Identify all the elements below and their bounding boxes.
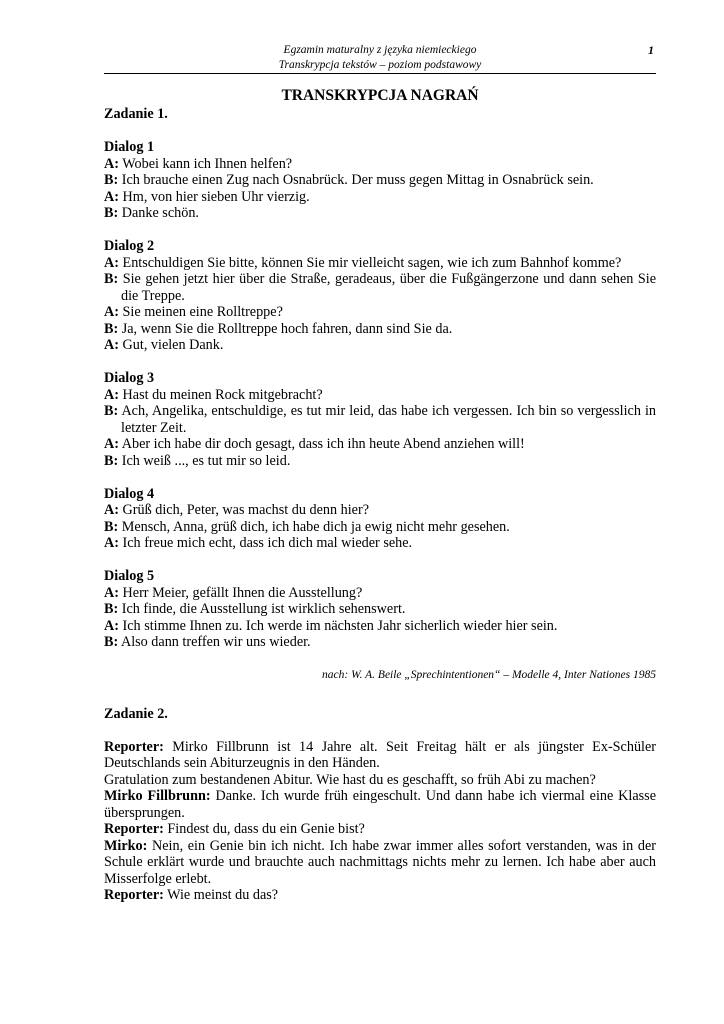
header-exam-title: Egzamin maturalny z języka niemieckiego [283, 44, 477, 56]
dialog-text: Hast du meinen Rock mitgebracht? [122, 386, 323, 403]
dialog-line [104, 453, 656, 470]
speaker-label: A: [104, 337, 119, 353]
speaker-label: A: [104, 502, 119, 518]
interview-text: Findest du, dass du ein Genie bist? [167, 821, 365, 837]
dialog-title: Dialog 2 [104, 238, 155, 254]
dialog-line [104, 519, 656, 536]
page-number: 1 [648, 43, 654, 57]
dialog-title: Dialog 4 [104, 485, 155, 502]
dialog-text: Wobei kann ich Ihnen helfen? [122, 155, 293, 172]
speaker-label: Reporter: [104, 887, 164, 903]
speaker-label: Reporter: [104, 738, 164, 755]
interview-paragraph [104, 821, 656, 838]
speaker-label: A: [104, 436, 119, 452]
dialog-line [104, 535, 656, 552]
dialog-line [104, 436, 656, 453]
dialog-text: Aber ich habe dir doch gesagt, dass ich ihn heute Abend anziehen will! [121, 436, 525, 452]
speaker-label: B: [104, 634, 119, 650]
interview-paragraph [104, 788, 656, 821]
dialog-text: Ach, Angelika, entschuldige, es tut mir leid, das habe ich vergessen. Ich bin so vergesslich in letzter Zeit. [121, 403, 657, 436]
interview-text: Danke. Ich wurde früh eingeschult. Und dann habe ich viermal eine Klasse übersprungen. [104, 788, 656, 821]
interview-paragraph [104, 887, 656, 904]
speaker-label: A: [104, 535, 119, 551]
speaker-label: B: [104, 271, 119, 287]
dialog-title: Dialog 5 [104, 568, 155, 584]
dialog-text: Ich freue mich echt, dass ich dich mal wieder sehe. [122, 535, 413, 551]
interview-paragraph [104, 838, 656, 888]
dialog-text: Grüß dich, Peter, was machst du denn hier? [122, 502, 369, 518]
dialog-line [104, 337, 656, 354]
dialog-text: Entschuldigen Sie bitte, können Sie mir vielleicht sagen, wie ich zum Bahnhof komme? [122, 254, 622, 271]
dialog-text: Mensch, Anna, grüß dich, ich habe dich ja ewig nicht mehr gesehen. [121, 518, 510, 535]
page-header [104, 43, 656, 74]
speaker-label: B: [104, 320, 119, 337]
interview-text: Gratulation zum bestandenen Abitur. Wie hast du es geschafft, so früh Abi zu machen? [104, 771, 596, 788]
dialog-text: Herr Meier, gefällt Ihnen die Ausstellung? [122, 584, 363, 601]
dialog-text: Sie meinen eine Rolltreppe? [122, 304, 283, 320]
source-citation: nach: W. A. Beile „Sprechintentionen“ – Modelle 4, Inter Nationes 1985 [322, 669, 656, 681]
speaker-label: B: [104, 452, 119, 469]
dialog-text: Ich finde, die Ausstellung ist wirklich sehenswert. [121, 601, 406, 617]
dialog-text: Ich brauche einen Zug nach Osnabrück. Der muss gegen Mittag in Osnabrück sein. [121, 172, 594, 188]
speaker-label: A: [104, 188, 119, 205]
dialog-text: Hm, von hier sieben Uhr vierzig. [122, 188, 310, 205]
dialog-text: Gut, vielen Dank. [122, 337, 224, 353]
dialog-line [104, 271, 656, 304]
speaker-label: B: [104, 601, 119, 617]
dialog-text: Danke schön. [121, 205, 199, 221]
interview-container [104, 739, 656, 904]
speaker-label: Mirko: [104, 837, 148, 854]
document-title: TRANSKRYPCJA NAGRAŃ [281, 87, 479, 104]
speaker-label: A: [104, 386, 119, 403]
dialog-line [104, 205, 656, 222]
dialog-line [104, 585, 656, 602]
dialog-line [104, 304, 656, 321]
dialog-line [104, 403, 656, 436]
dialog-line [104, 618, 656, 635]
dialog-title: Dialog 1 [104, 139, 155, 155]
interview-text: Wie meinst du das? [167, 887, 279, 903]
dialog-block [104, 139, 656, 222]
dialog-line [104, 189, 656, 206]
dialog-block [104, 568, 656, 651]
speaker-label: B: [104, 403, 119, 419]
dialog-text: Ich stimme Ihnen zu. Ich werde im nächsten Jahr sicherlich wieder hier sein. [122, 617, 558, 634]
dialog-title: Dialog 3 [104, 370, 155, 386]
dialog-line [104, 387, 656, 404]
dialogs-container [104, 139, 656, 651]
task2-title: Zadanie 2. [104, 705, 168, 722]
interview-text: Mirko Fillbrunn ist 14 Jahre alt. Seit Freitag hält er als jüngster Ex-Schüler Deutschlands sein Abiturzeugnis in den Händen. [104, 738, 657, 771]
dialog-text: Ich weiß ..., es tut mir so leid. [121, 452, 291, 469]
dialog-line [104, 634, 656, 651]
speaker-label: A: [104, 254, 119, 271]
dialog-text: Sie gehen jetzt hier über die Straße, geradeaus, über die Fußgängerzone und dann sehen Sie die Treppe. [121, 271, 656, 304]
dialog-block [104, 486, 656, 552]
speaker-label: A: [104, 304, 119, 320]
dialog-line [104, 601, 656, 618]
speaker-label: A: [104, 155, 119, 172]
dialog-line [104, 502, 656, 519]
speaker-label: Mirko Fillbrunn: [104, 788, 211, 804]
dialog-line [104, 172, 656, 189]
task1-title: Zadanie 1. [104, 106, 168, 122]
speaker-label: B: [104, 172, 119, 188]
interview-paragraph [104, 739, 656, 772]
interview-paragraph [104, 772, 656, 789]
document-body [104, 86, 656, 904]
dialog-block [104, 238, 656, 354]
dialog-line [104, 321, 656, 338]
speaker-label: Reporter: [104, 821, 164, 837]
header-subtitle: Transkrypcja tekstów – poziom podstawowy [278, 59, 482, 71]
speaker-label: A: [104, 617, 119, 634]
speaker-label: A: [104, 584, 119, 601]
dialog-text: Also dann treffen wir uns wieder. [120, 634, 311, 650]
dialog-block [104, 370, 656, 469]
dialog-line [104, 255, 656, 272]
dialog-text: Ja, wenn Sie die Rolltreppe hoch fahren, dann sind Sie da. [121, 320, 453, 337]
dialog-line [104, 156, 656, 173]
speaker-label: B: [104, 518, 119, 535]
speaker-label: B: [104, 205, 119, 221]
interview-text: Nein, ein Genie bin ich nicht. Ich habe zwar immer alles sofort verstanden, was in der Schule erklärt wurde und brauchte auch nachmittags nichts mehr zu lernen. Ich habe aber auch Misserfolge erlebt. [104, 837, 656, 887]
